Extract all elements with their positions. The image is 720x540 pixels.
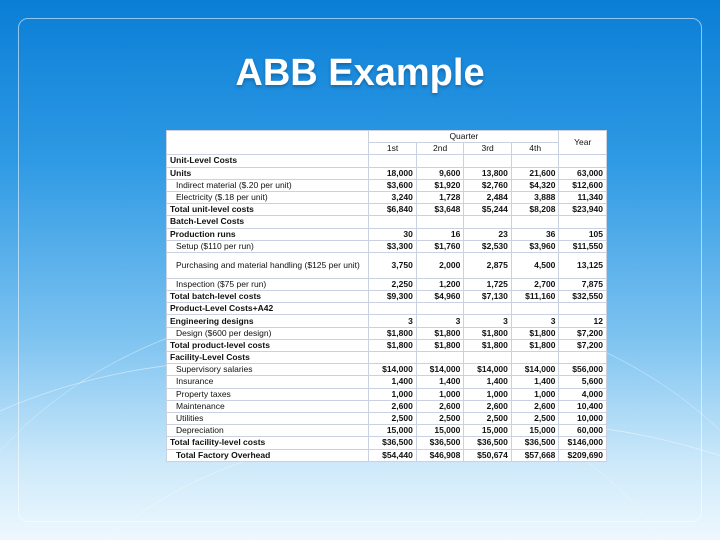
cell-q3: $14,000	[464, 364, 512, 376]
cell-q2: $14,000	[416, 364, 464, 376]
row-label: Inspection ($75 per run)	[167, 278, 369, 290]
row-label: Design ($600 per design)	[167, 327, 369, 339]
table-row	[167, 388, 607, 400]
cell-q2	[416, 216, 464, 228]
table-row	[167, 216, 607, 228]
cell-q2: 1,728	[416, 191, 464, 203]
cell-q3: $5,244	[464, 204, 512, 216]
cell-q1	[369, 216, 417, 228]
cell-year: 7,875	[559, 278, 607, 290]
cell-year: $32,550	[559, 291, 607, 303]
cell-q1: $6,840	[369, 204, 417, 216]
cell-q4: 2,700	[511, 278, 559, 290]
cell-year: 12	[559, 315, 607, 327]
cell-q3: 2,484	[464, 191, 512, 203]
cell-year: $12,600	[559, 179, 607, 191]
cell-q2: 1,200	[416, 278, 464, 290]
row-label: Total facility-level costs	[167, 437, 369, 449]
header-blank	[167, 131, 369, 155]
cell-q4: 1,400	[511, 376, 559, 388]
cell-q4: $11,160	[511, 291, 559, 303]
cell-q4: 2,500	[511, 412, 559, 424]
row-label: Property taxes	[167, 388, 369, 400]
cell-q3	[464, 216, 512, 228]
cell-q4: $57,668	[511, 449, 559, 461]
table-row	[167, 437, 607, 449]
cell-q1	[369, 155, 417, 167]
cell-q3: 3	[464, 315, 512, 327]
cell-q1: $3,600	[369, 179, 417, 191]
table-header-row	[167, 131, 607, 143]
row-label: Production runs	[167, 228, 369, 240]
header-q1: 1st	[369, 143, 417, 155]
table-row	[167, 339, 607, 351]
table-row	[167, 252, 607, 278]
cell-q2: 3	[416, 315, 464, 327]
cell-q4: 2,600	[511, 400, 559, 412]
header-quarter: Quarter	[369, 131, 559, 143]
overhead-table	[166, 130, 607, 462]
cell-q1: 2,500	[369, 412, 417, 424]
cell-q1: 30	[369, 228, 417, 240]
table-row	[167, 412, 607, 424]
cell-q1: $14,000	[369, 364, 417, 376]
row-label: Total product-level costs	[167, 339, 369, 351]
header-q3: 3rd	[464, 143, 512, 155]
cell-q4	[511, 155, 559, 167]
cell-q3: 13,800	[464, 167, 512, 179]
cell-q3: 23	[464, 228, 512, 240]
cell-q3: $1,800	[464, 339, 512, 351]
cell-q2: 16	[416, 228, 464, 240]
cell-q4: $3,960	[511, 240, 559, 252]
cell-q3: 1,725	[464, 278, 512, 290]
cell-year: 13,125	[559, 252, 607, 278]
table-row	[167, 204, 607, 216]
cell-q2: 1,400	[416, 376, 464, 388]
cell-q1: 1,400	[369, 376, 417, 388]
cell-q4: $1,800	[511, 339, 559, 351]
cell-q1: 1,000	[369, 388, 417, 400]
header-q2: 2nd	[416, 143, 464, 155]
cell-q3: 2,500	[464, 412, 512, 424]
table-row	[167, 425, 607, 437]
cell-q4: $1,800	[511, 327, 559, 339]
cell-q4: 3	[511, 315, 559, 327]
row-label: Insurance	[167, 376, 369, 388]
cell-year: $23,940	[559, 204, 607, 216]
cell-year: $209,690	[559, 449, 607, 461]
cell-year: 10,400	[559, 400, 607, 412]
cell-q3: 1,000	[464, 388, 512, 400]
cell-year: $7,200	[559, 339, 607, 351]
cell-q4: $36,500	[511, 437, 559, 449]
cell-q4: $14,000	[511, 364, 559, 376]
cell-q3: 1,400	[464, 376, 512, 388]
cell-q2	[416, 303, 464, 315]
cell-year: 4,000	[559, 388, 607, 400]
table-row	[167, 303, 607, 315]
row-label: Total batch-level costs	[167, 291, 369, 303]
row-label: Total Factory Overhead	[167, 449, 369, 461]
row-label: Product-Level Costs+A42	[167, 303, 369, 315]
cell-q1: 3	[369, 315, 417, 327]
cell-q1: $54,440	[369, 449, 417, 461]
cell-q2: $4,960	[416, 291, 464, 303]
cell-q3: 2,600	[464, 400, 512, 412]
cell-q3: 15,000	[464, 425, 512, 437]
table-row	[167, 352, 607, 364]
cell-q2: 9,600	[416, 167, 464, 179]
cell-year: $7,200	[559, 327, 607, 339]
table-row	[167, 291, 607, 303]
row-label: Facility-Level Costs	[167, 352, 369, 364]
cell-q1: 3,240	[369, 191, 417, 203]
table-row	[167, 376, 607, 388]
table-row	[167, 400, 607, 412]
table-row	[167, 155, 607, 167]
cell-q2: $46,908	[416, 449, 464, 461]
cell-q4: 3,888	[511, 191, 559, 203]
cell-q1: $1,800	[369, 339, 417, 351]
cell-q2: 2,600	[416, 400, 464, 412]
table-row	[167, 449, 607, 461]
cell-year: $11,550	[559, 240, 607, 252]
row-label: Engineering designs	[167, 315, 369, 327]
cell-q2	[416, 352, 464, 364]
cell-q1: $9,300	[369, 291, 417, 303]
cell-year	[559, 155, 607, 167]
cell-q3	[464, 352, 512, 364]
cell-q1	[369, 303, 417, 315]
table-row	[167, 228, 607, 240]
cell-q2: $36,500	[416, 437, 464, 449]
cell-q1: $36,500	[369, 437, 417, 449]
cell-q3: $7,130	[464, 291, 512, 303]
row-label: Unit-Level Costs	[167, 155, 369, 167]
header-q4: 4th	[511, 143, 559, 155]
cell-year: 11,340	[559, 191, 607, 203]
header-year: Year	[559, 131, 607, 155]
cell-q3	[464, 303, 512, 315]
cell-q3: 2,875	[464, 252, 512, 278]
cell-q3	[464, 155, 512, 167]
cell-q3: $36,500	[464, 437, 512, 449]
cell-year	[559, 216, 607, 228]
cell-q4: 1,000	[511, 388, 559, 400]
cell-q2: $1,920	[416, 179, 464, 191]
cell-year: 63,000	[559, 167, 607, 179]
cell-q4	[511, 303, 559, 315]
cell-q1: 2,250	[369, 278, 417, 290]
cell-q2	[416, 155, 464, 167]
row-label: Supervisory salaries	[167, 364, 369, 376]
cell-q1: $3,300	[369, 240, 417, 252]
cell-q1: 2,600	[369, 400, 417, 412]
cell-q1	[369, 352, 417, 364]
cell-year: $146,000	[559, 437, 607, 449]
cell-q1: 18,000	[369, 167, 417, 179]
cell-q2: $1,800	[416, 327, 464, 339]
cell-q1: 15,000	[369, 425, 417, 437]
cell-year: 5,600	[559, 376, 607, 388]
cell-q2: 15,000	[416, 425, 464, 437]
cell-q4: 15,000	[511, 425, 559, 437]
cell-q2: $1,800	[416, 339, 464, 351]
row-label: Total unit-level costs	[167, 204, 369, 216]
table-body	[167, 155, 607, 461]
cell-year	[559, 303, 607, 315]
table-row	[167, 278, 607, 290]
cell-q3: $50,674	[464, 449, 512, 461]
cell-q2: $1,760	[416, 240, 464, 252]
cell-q2: $3,648	[416, 204, 464, 216]
table-row	[167, 167, 607, 179]
cell-year: 60,000	[559, 425, 607, 437]
cell-year: $56,000	[559, 364, 607, 376]
table-row	[167, 179, 607, 191]
cell-q3: $1,800	[464, 327, 512, 339]
cell-q4	[511, 216, 559, 228]
row-label: Batch-Level Costs	[167, 216, 369, 228]
table-row	[167, 327, 607, 339]
cell-q4: $4,320	[511, 179, 559, 191]
table-row	[167, 240, 607, 252]
cell-q4: 4,500	[511, 252, 559, 278]
table-row	[167, 315, 607, 327]
cell-q4	[511, 352, 559, 364]
cell-year: 10,000	[559, 412, 607, 424]
cell-q1: $1,800	[369, 327, 417, 339]
row-label: Depreciation	[167, 425, 369, 437]
cell-q3: $2,530	[464, 240, 512, 252]
row-label: Units	[167, 167, 369, 179]
cell-q2: 1,000	[416, 388, 464, 400]
row-label: Indirect material ($.20 per unit)	[167, 179, 369, 191]
cell-q4: 36	[511, 228, 559, 240]
row-label: Maintenance	[167, 400, 369, 412]
cell-q2: 2,000	[416, 252, 464, 278]
table-row	[167, 364, 607, 376]
cell-year: 105	[559, 228, 607, 240]
table-row	[167, 191, 607, 203]
cell-q1: 3,750	[369, 252, 417, 278]
row-label: Utilities	[167, 412, 369, 424]
cell-q2: 2,500	[416, 412, 464, 424]
row-label: Purchasing and material handling ($125 per unit)	[167, 252, 369, 278]
slide-title: ABB Example	[235, 52, 485, 94]
cell-q4: 21,600	[511, 167, 559, 179]
row-label: Electricity ($.18 per unit)	[167, 191, 369, 203]
cell-q4: $8,208	[511, 204, 559, 216]
row-label: Setup ($110 per run)	[167, 240, 369, 252]
cell-year	[559, 352, 607, 364]
cell-q3: $2,760	[464, 179, 512, 191]
